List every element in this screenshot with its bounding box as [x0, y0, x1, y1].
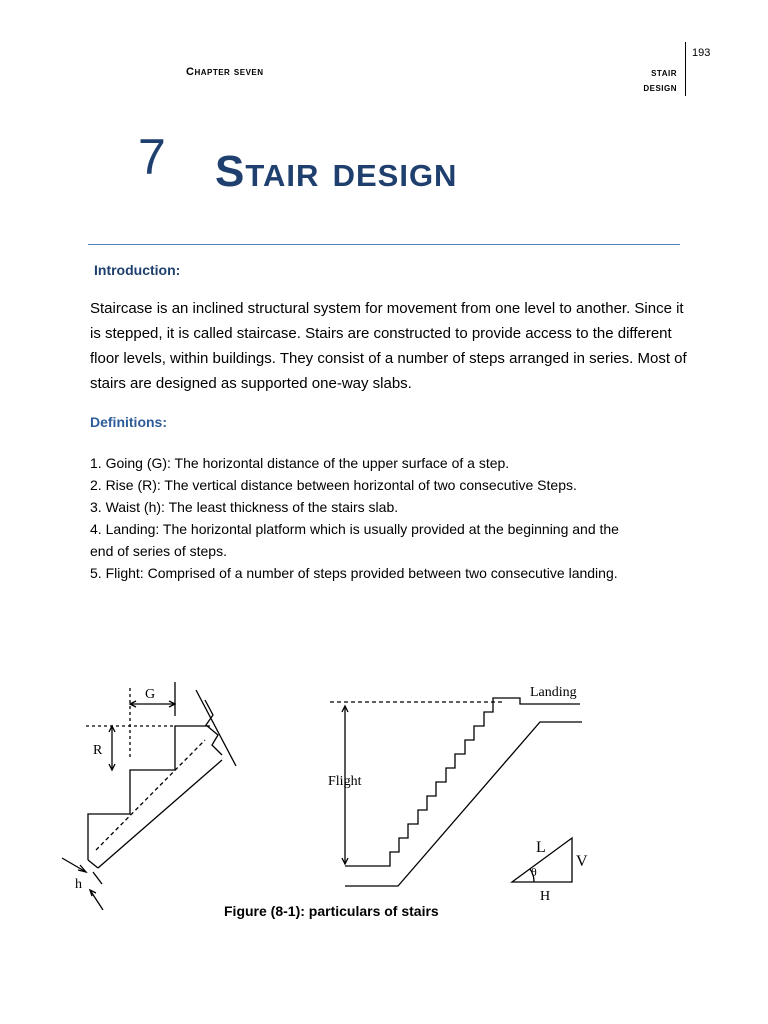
definition-item: 1. Going (G): The horizontal distance of the upper surface of a step. — [90, 455, 510, 471]
introduction-heading: Introduction: — [94, 262, 181, 278]
definition-item: 5. Flight: Comprised of a number of steps provided between two consecutive landing. — [90, 565, 618, 581]
definition-item: 4. Landing: The horizontal platform which is usually provided at the beginning and the end of series of steps. — [90, 521, 619, 559]
waist-dimension — [62, 858, 103, 910]
horizontal-label: H — [540, 889, 551, 904]
title-rule — [88, 244, 680, 245]
definitions-list — [90, 452, 620, 584]
flight-label: Flight — [328, 774, 362, 789]
figure-caption: Figure (8-1): particulars of stairs — [224, 903, 439, 919]
waist-label: h — [75, 877, 82, 892]
landing-label: Landing — [530, 685, 577, 700]
running-head — [600, 66, 677, 96]
stair-figure — [55, 670, 595, 910]
going-label: G — [145, 687, 156, 702]
running-head-line1: stair — [651, 67, 677, 79]
rise-label: R — [93, 743, 103, 758]
running-head-line2: design — [643, 82, 677, 94]
definition-item: 3. Waist (h): The least thickness of the stairs slab. — [90, 499, 399, 515]
chapter-number: 7 — [138, 129, 166, 185]
definition-item: 2. Rise (R): The vertical distance between horizontal of two consecutive Steps. — [90, 477, 577, 493]
vertical-label: V — [576, 853, 588, 870]
stair-detail-steps — [88, 690, 236, 868]
page-title: Stair design — [215, 147, 458, 196]
chapter-label: Chapter seven — [186, 66, 264, 78]
header-vertical-rule — [685, 42, 686, 96]
length-label: L — [536, 839, 546, 856]
page-number: 193 — [692, 47, 711, 59]
definitions-heading: Definitions: — [90, 414, 167, 430]
angle-label: θ — [531, 865, 537, 879]
introduction-body: Staircase is an inclined structural system for movement from one level to another. Since it is stepped, it is called staircase. Stairs are constructed to provide access to the different floor levels, within buildings. They consist of a number of steps arranged in series. Most of stairs are designed as supported one-way slabs. — [90, 300, 687, 392]
